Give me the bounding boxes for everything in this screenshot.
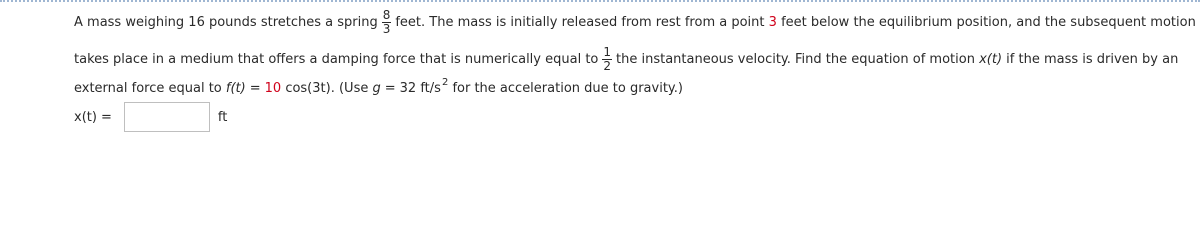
line2-text-pre: takes place in a medium that offers a damping force that is numerically equal to [74, 51, 599, 67]
line3-text-pre: external force equal to [74, 80, 222, 96]
fraction-denominator: 2 [603, 58, 612, 73]
answer-unit: ft [217, 109, 228, 125]
top-dotted-border [0, 0, 1200, 2]
fraction-one-half [602, 46, 612, 73]
gravity-exponent: 2 [441, 76, 449, 88]
answer-input[interactable] [124, 102, 210, 132]
answer-label: x(t) [74, 109, 97, 125]
use-hint-pre: (Use [338, 80, 369, 96]
line2-text-post-a: the instantaneous velocity. Find the equation of motion [616, 51, 975, 67]
force-function: cos(3t). [285, 80, 335, 96]
fraction-eight-thirds [382, 9, 392, 36]
answer-row [74, 101, 227, 133]
equals-sign: = [249, 80, 261, 96]
equals-sign: = [384, 80, 396, 96]
line2-text-post-b: if the mass is driven by an [1006, 51, 1179, 67]
g-symbol: g [372, 80, 381, 96]
gravity-value: 32 ft/s [399, 80, 441, 96]
f-of-t-symbol: f(t) [225, 80, 246, 96]
initial-distance-value: 3 [768, 14, 777, 30]
line1-text-mid: feet. The mass is initially released from rest from a point [395, 14, 765, 30]
problem-line-1 [74, 6, 1196, 38]
line1-text-pre: A mass weighing 16 pounds stretches a spring [74, 14, 378, 30]
force-amplitude-value: 10 [264, 80, 282, 96]
fraction-numerator: 8 [382, 7, 391, 22]
problem-line-2 [74, 43, 1178, 75]
line1-text-post: feet below the equilibrium position, and the subsequent motion [781, 14, 1196, 30]
fraction-denominator: 3 [382, 21, 391, 36]
answer-equals-sign: = [100, 109, 112, 125]
problem-line-3 [74, 72, 683, 104]
x-of-t-symbol: x(t) [979, 51, 1003, 67]
use-hint-post: for the acceleration due to gravity.) [452, 80, 683, 96]
fraction-numerator: 1 [603, 44, 612, 59]
